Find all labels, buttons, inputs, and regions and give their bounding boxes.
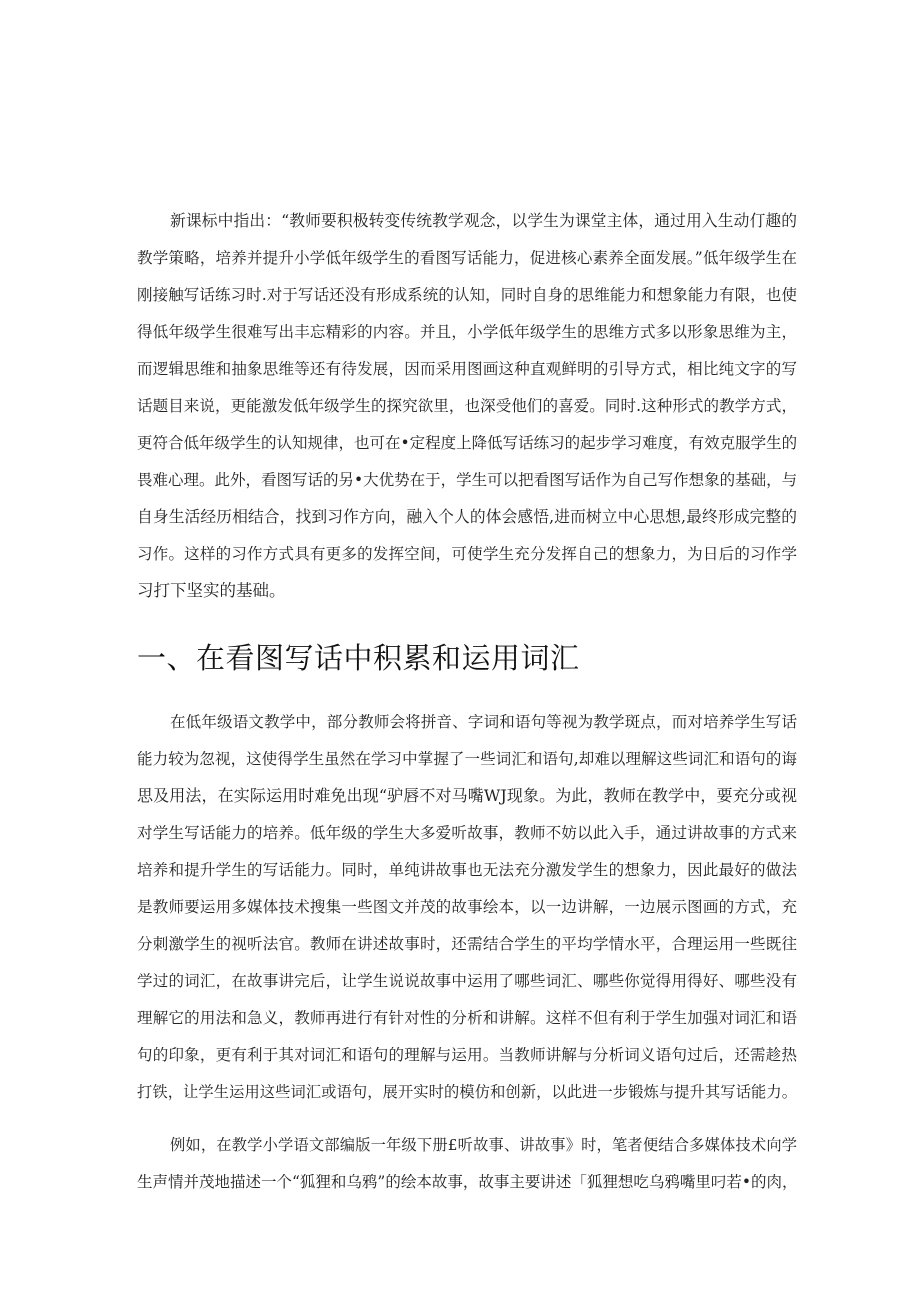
text-line: 例如，在教学小学语文部编版一年级下册£听故事、讲故事》时，笔者便结合多媒体技术向学 (170, 1136, 797, 1154)
text-line: 在低年级语文教学中，部分教师会将拼音、字词和语句等视为教学斑点，而对培养学生写话 (170, 713, 797, 731)
text-line: 习作。这样的习作方式具有更多的发挥空间，可使学生充分发挥自己的想象力，为日后的习作学 (137, 545, 797, 563)
text-line: 话题目来说，更能激发低年级学生的探究欲里，也深受他们的喜爱。同时.这种形式的教学方式， (137, 397, 797, 415)
text-line: 能力较为忽视，这使得学生虽然在学习中掌握了一些词汇和语句,却难以理解这些词汇和语句的诲 (137, 750, 797, 768)
text-line: 更符合低年级学生的认知规律，也可在•定程度上降低写话练习的起步学习难度，有效克服学生的 (137, 434, 798, 452)
text-line: 学过的词汇，在故事讲完后，让学生说说故事中运用了哪些词汇、哪些你觉得用得好、哪些没有 (137, 972, 797, 990)
text-line: 是教师要运用多媒体技术搜集一些图文并茂的故事绘本，以一边讲解，一边展示图画的方式，充 (137, 898, 797, 916)
text-line: 自身生活经历相结合，找到习作方向，融入个人的体会感悟,进而树立中心思想,最终形成完整的 (137, 507, 797, 526)
text-line: 刚接触写话练习时.对于写话还没有形成系统的认知，同时自身的思维能力和想象能力有限，也使 (137, 286, 797, 304)
text-line: 思及用法，在实际运用时难免出现“驴唇不对马嘴WJ现象。为此，教师在教学中，要充分或视 (137, 786, 797, 805)
text-line: 生声情并茂地描述一个“狐狸和乌鸦”的绘本故事，故事主要讲述「狐狸想吃乌鸦嘴里叼若•的肉， (137, 1173, 798, 1191)
text-line: 新课标中指出：“教师要积极转变传统教学观念，以学生为课堂主体，通过用入生动仃趣的 (170, 211, 797, 230)
text-line: 教学策略，培养并提升小学低年级学生的看图写话能力，促进核心素养全面发展。”低年级学生在 (137, 249, 797, 267)
text-line: 句的印象，更有利于其对词汇和语句的理解与运用。当教师讲解与分析词义语句过后，还需趁热 (137, 1046, 797, 1064)
text-line: 畏难心理。此外，看图写话的另•大优势在于，学生可以把看图写话作为自己写作想象的基础，与 (137, 471, 798, 489)
text-line: 分刺激学生的视听法官。教师在讲述故事时，还需结合学生的平均学情水平，合理运用一些既往 (137, 935, 797, 953)
section-heading: 一、在看图写话中积累和运用词汇 (137, 641, 580, 675)
text-line: 打铁，让学生运用这些词汇或语句，展开实时的模仿和创新，以此进一步锻炼与提升其写话能力。 (137, 1083, 797, 1101)
text-line: 习打下坚实的基础。 (137, 581, 286, 600)
text-line: 培养和提升学生的写话能力。同时，单纯讲故事也无法充分激发学生的想象力，因此最好的做法 (137, 861, 797, 879)
text-line: 而逻辑思维和抽象思维等还有待发展，因而采用图画这种直观鲜明的引导方式，相比纯文字的写 (137, 360, 797, 378)
text-line: 理解它的用法和急义，教师再进行有针对性的分析和讲解。这样不但有利于学生加强对词汇和语 (137, 1009, 797, 1027)
text-line: 得低年级学生很难写出丰忘精彩的内容。并且，小学低年级学生的思维方式多以形象思维为主， (137, 323, 797, 341)
text-line: 对学生写话能力的培养。低年级的学生大多爱听故事，教师不妨以此入手，通过讲故事的方式来 (137, 824, 797, 842)
